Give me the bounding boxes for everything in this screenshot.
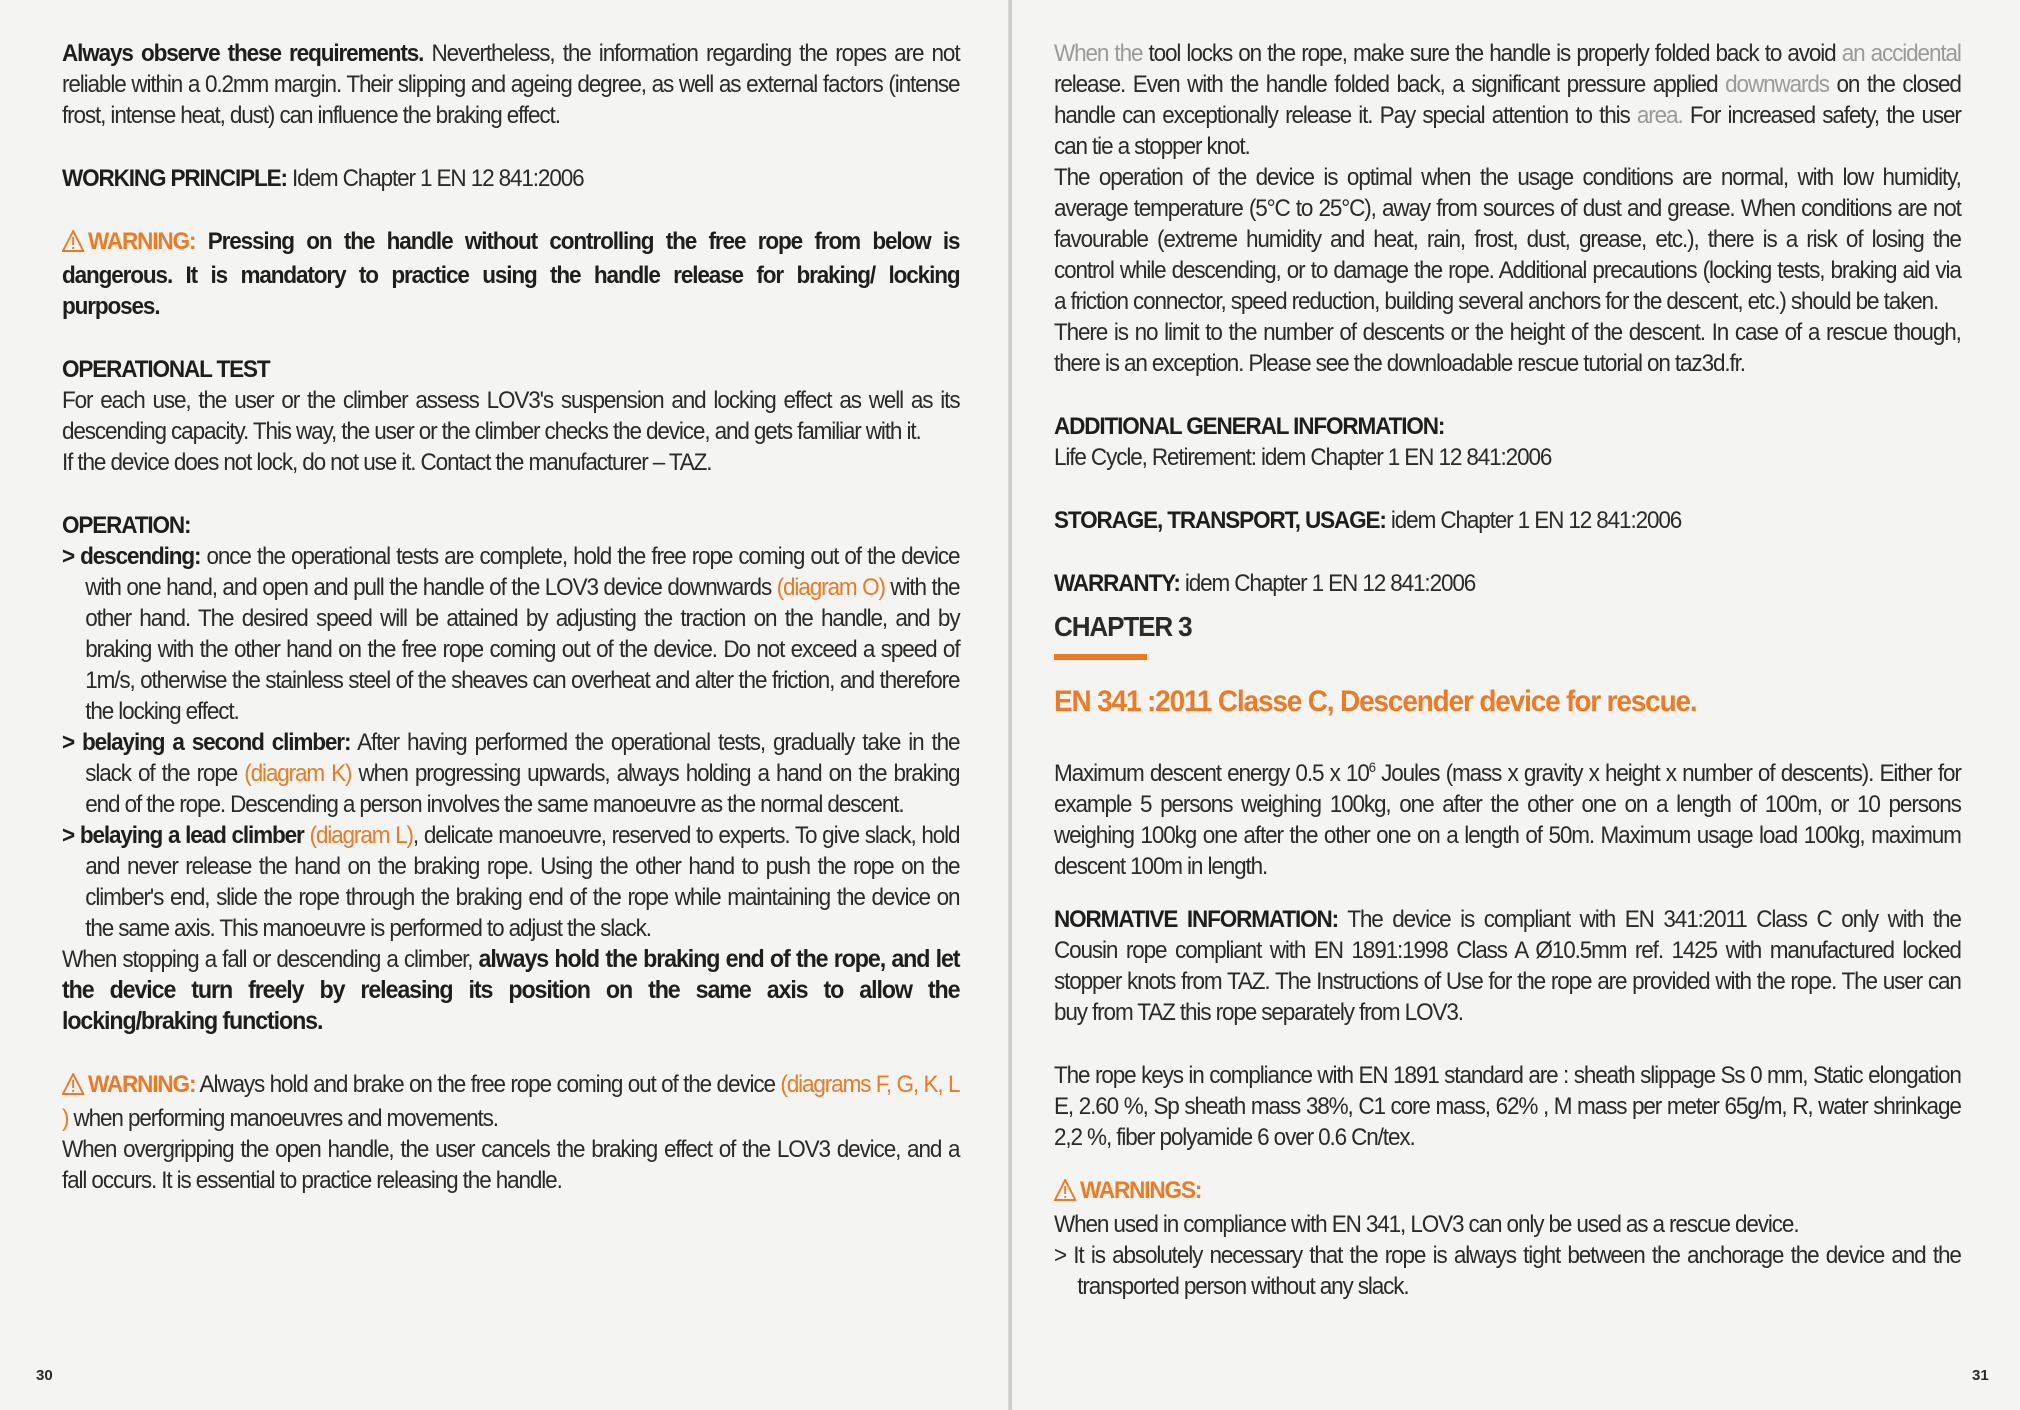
storage-line bbox=[1054, 505, 1961, 536]
belaying-second-label: belaying a second climber: bbox=[82, 729, 351, 756]
requirements-paragraph bbox=[62, 38, 959, 131]
handle-text-a: tool locks on the rope, make sure the handle is properly folded back to avoid bbox=[1142, 40, 1842, 67]
warnings-label: WARNINGS: bbox=[1080, 1177, 1202, 1205]
bullet-marker: > bbox=[62, 822, 80, 849]
warning-triangle-icon bbox=[1054, 1178, 1076, 1209]
warranty-label: WARRANTY: bbox=[1054, 570, 1180, 597]
right-page bbox=[1012, 0, 2020, 1410]
normative-info-label: NORMATIVE INFORMATION: bbox=[1054, 906, 1338, 934]
operation-heading: OPERATION: bbox=[62, 512, 191, 539]
bullet-belaying-second bbox=[62, 727, 959, 820]
bullet-marker: > bbox=[62, 729, 83, 756]
diagram-l-ref: (diagram L) bbox=[303, 822, 413, 849]
warning-2-text-a: Always hold and brake on the free rope coming out of the device bbox=[195, 1071, 781, 1098]
exponent: 6 bbox=[1368, 759, 1375, 775]
page-number-left: 30 bbox=[36, 1367, 53, 1384]
chapter-heading: CHAPTER 3 bbox=[1054, 611, 1192, 642]
rope-keys-paragraph: The rope keys in compliance with EN 1891 standard are : sheath slippage Ss 0 mm, Static elongation E, 2.60 %, Sp sheath mass 38%, C1 core mass, 62% , M mass per meter 65g/m, R, water shrinkage 2,2 %, fiber polyamide 6 over 0.6 Cn/tex. bbox=[1054, 1062, 1961, 1152]
max-descent-text-b: Joules (mass x gravity x height x number of descents). Either for example 5 persons weighing 100kg, one after the other one on a length of 100m, or 10 persons weighing 100kg one after the other one on a length of 50m. Maximum usage load 100kg, maximum descent 100m in length. bbox=[1054, 760, 1961, 881]
additional-info-title bbox=[1054, 411, 1961, 442]
requirements-text: Nevertheless, the information regarding the ropes are not reliable within a 0.2mm margin. Their slipping and ageing degree, as well as external factors (intense frost, intense heat, dust) can influence the braking effect. bbox=[62, 40, 960, 129]
belaying-second-text-a: After having performed the operational tests, gradually take in the slack of the rope bbox=[85, 729, 960, 787]
bullet-belaying-lead bbox=[62, 820, 959, 944]
diagram-k-ref: (diagram K) bbox=[244, 760, 352, 787]
warnings-text-2: > It is absolutely necessary that the rope is always tight between the anchorage the device and the transported person without any slack. bbox=[1054, 1242, 1961, 1301]
handle-text-b: release. Even with the handle folded back, a significant pressure applied bbox=[1054, 71, 1726, 98]
working-principle-text: Idem Chapter 1 EN 12 841:2006 bbox=[286, 165, 584, 192]
faded-text-4: area. bbox=[1636, 102, 1683, 129]
max-descent-paragraph bbox=[1054, 752, 1961, 882]
operational-test-text: For each use, the user or the climber assess LOV3's suspension and locking effect as well as its descending capacity. This way, the user or the climber checks the device, and gets familiar with it. bbox=[62, 387, 960, 445]
handle-text-c: on the closed handle can exceptionally release it. Pay special attention to this bbox=[1054, 71, 1961, 129]
warranty-line bbox=[1054, 568, 1961, 599]
descent-limit-paragraph: There is no limit to the number of descents or the height of the descent. In case of a rescue though, there is an exception. Please see the downloadable rescue tutorial on taz3d.fr. bbox=[1054, 319, 1961, 377]
bullet-descending bbox=[62, 541, 959, 727]
warning-1 bbox=[62, 226, 959, 322]
storage-label: STORAGE, TRANSPORT, USAGE: bbox=[1054, 507, 1386, 534]
operational-test-title bbox=[62, 354, 959, 385]
handle-text-d: For increased safety, the user can tie a stopper knot. bbox=[1054, 102, 1961, 160]
working-principle-label: WORKING PRINCIPLE: bbox=[62, 165, 287, 192]
additional-info-text: Life Cycle, Retirement: idem Chapter 1 EN 12 841:2006 bbox=[1054, 444, 1552, 471]
requirements-bold: Always observe these requirements. bbox=[62, 40, 424, 67]
warning-2 bbox=[62, 1069, 959, 1134]
normative-info-paragraph bbox=[1054, 904, 1961, 1028]
en-341-title: EN 341 :2011 Classe C, Descender device for rescue. bbox=[1054, 685, 1697, 718]
warning-1-label: WARNING: bbox=[88, 228, 196, 255]
stopping-text: When stopping a fall or descending a climber, bbox=[62, 946, 479, 973]
stopping-bold: always hold the braking end of the rope, and let the device turn freely by releasing its position on the same axis to allow the locking/braking functions. bbox=[62, 945, 960, 1035]
faded-text-1: When the bbox=[1054, 40, 1143, 67]
chapter-rule bbox=[1054, 654, 1147, 660]
warning-triangle-icon bbox=[62, 229, 84, 260]
working-principle bbox=[62, 163, 959, 194]
descending-text-a: once the operational tests are complete, hold the free rope coming out of the device with one hand, and open and pull the handle of the LOV3 device downwards bbox=[85, 543, 960, 601]
additional-info-heading: ADDITIONAL GENERAL INFORMATION: bbox=[1054, 413, 1445, 440]
belaying-lead-text: , delicate manoeuvre, reserved to experts. To give slack, hold and never release the hand on the braking rope. Using the other hand to push the rope on the climber's end, slide the rope through the braking end of the rope while maintaining the device on the same axis. This manoeuvre is performed to adjust the slack. bbox=[85, 822, 960, 942]
warning-1-text: Pressing on the handle without controlling the free rope from below is dangerous. It is mandatory to practice using the handle release for braking/ locking purposes. bbox=[62, 228, 960, 320]
belaying-lead-label: belaying a lead climber bbox=[79, 822, 304, 849]
page-number-right: 31 bbox=[1972, 1367, 1989, 1384]
diagram-o-ref: (diagram O) bbox=[776, 574, 885, 601]
warnings-title bbox=[1054, 1175, 1961, 1209]
belaying-second-text-b: when progressing upwards, always holding a hand on the braking end of the rope. Descending a person involves the same manoeuvre as the normal descent. bbox=[85, 760, 960, 818]
warning-triangle-icon bbox=[62, 1072, 84, 1103]
storage-text: idem Chapter 1 EN 12 841:2006 bbox=[1385, 507, 1682, 534]
stopping-fall-paragraph bbox=[62, 944, 959, 1037]
descending-text-b: with the other hand. The desired speed will be attained by adjusting the traction on the handle, and by braking with the other hand on the free rope coming out of the device. Do not exceed a speed of 1m/s, otherwise the stainless steel of the sheaves can overheat and alter the friction, and therefore the locking effect. bbox=[85, 574, 960, 725]
warning-2-continued: When overgripping the open handle, the user cancels the braking effect of the LOV3 device, and a fall occurs. It is essential to practice releasing the handle. bbox=[62, 1136, 960, 1194]
right-page-text bbox=[1054, 38, 1961, 1302]
operational-test-heading: OPERATIONAL TEST bbox=[62, 356, 270, 383]
max-descent-text-a: Maximum descent energy 0.5 x 10 bbox=[1054, 760, 1369, 788]
operational-test-text-2: If the device does not lock, do not use it. Contact the manufacturer – TAZ. bbox=[62, 449, 712, 476]
handle-locking-paragraph bbox=[1054, 38, 1961, 162]
descending-label: descending: bbox=[80, 543, 201, 570]
warning-2-label: WARNING: bbox=[88, 1071, 196, 1098]
bullet-marker: > bbox=[62, 543, 81, 570]
normative-info-text: The device is compliant with EN 341:2011 Class C only with the Cousin rope compliant with EN 1891:1998 Class A Ø10.5mm ref. 1425 with manufactured locked stopper knots from TAZ. The Instructions of Use for the rope are provided with the rope. The user can buy from TAZ this rope separately from LOV3. bbox=[1054, 906, 1961, 1027]
faded-text-3: downwards bbox=[1725, 71, 1829, 98]
operation-title bbox=[62, 510, 959, 541]
faded-text-2: an accidental bbox=[1841, 40, 1961, 67]
left-page-text bbox=[62, 38, 959, 1196]
warning-2-text-b: when performing manoeuvres and movements. bbox=[68, 1105, 498, 1132]
warranty-text: idem Chapter 1 EN 12 841:2006 bbox=[1179, 570, 1476, 597]
operation-conditions-paragraph: The operation of the device is optimal when the usage conditions are normal, with low humidity, average temperature (5°C to 25°C), away from sources of dust and grease. When conditions are not favourable (extreme humidity and heat, rain, frost, dust, grease, etc.), there is a risk of losing the control while descending, or to damage the rope. Additional precautions (locking tests, braking aid via a friction connector, speed reduction, building several anchors for the descent, etc.) should be taken. bbox=[1054, 164, 1961, 315]
diagrams-fgkl-ref: (diagrams F, G, K, L ) bbox=[62, 1071, 960, 1132]
warnings-text-1: When used in compliance with EN 341, LOV3 can only be used as a rescue device. bbox=[1054, 1211, 1799, 1239]
